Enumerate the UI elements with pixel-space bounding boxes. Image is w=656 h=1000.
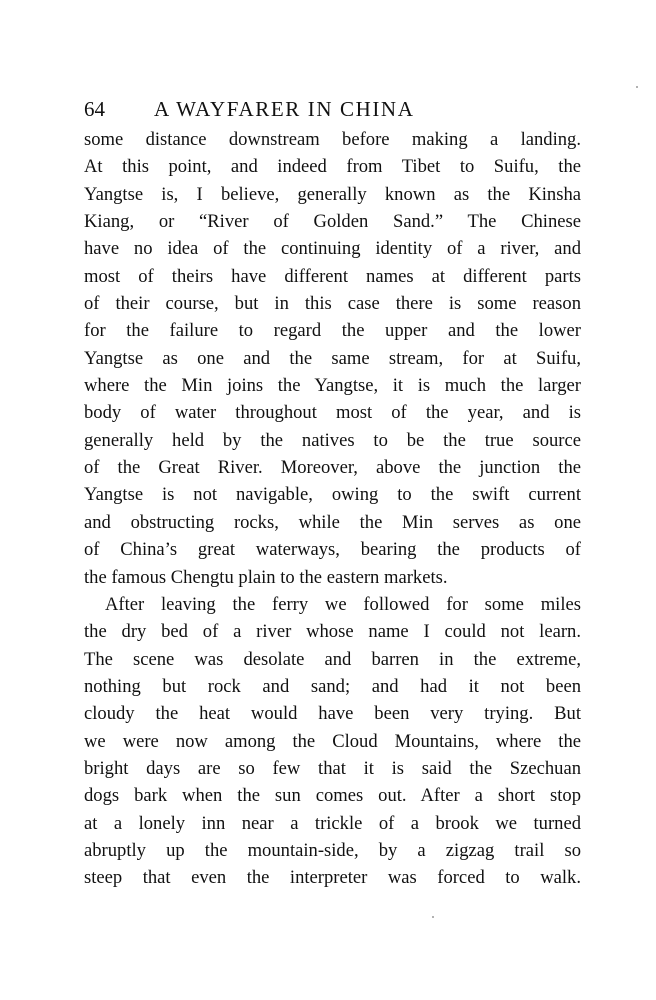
text-line: dogs bark when the sun comes out. After a short stop xyxy=(84,785,581,807)
page-header xyxy=(84,92,581,126)
text-line: Yangtse is not navigable, owing to the swift current xyxy=(84,484,581,506)
text-line: The scene was desolate and barren in the extreme, xyxy=(84,648,581,670)
text-line: Yangtse is, I believe, generally known as the Kinsha xyxy=(84,183,581,205)
paragraph-2 xyxy=(84,591,581,892)
text-line: At this point, and indeed from Tibet to Suifu, the xyxy=(84,156,581,178)
text-line: have no idea of the continuing identity of a river, and xyxy=(84,238,581,260)
text-line: abruptly up the mountain-side, by a zigzag trail so xyxy=(84,839,581,861)
running-title: A WAYFARER IN CHINA xyxy=(154,97,415,121)
text-line: some distance downstream before making a landing. xyxy=(84,129,581,150)
text-line: Yangtse as one and the same stream, for at Suifu, xyxy=(84,347,581,369)
text-line: bright days are so few that it is said the Szechuan xyxy=(84,757,581,779)
text-line: for the failure to regard the upper and the lower xyxy=(84,320,581,342)
text-line: of their course, but in this case there is some reason xyxy=(84,293,581,315)
paragraph-1 xyxy=(84,126,581,591)
text-line: steep that even the interpreter was forced to walk. xyxy=(84,867,581,889)
text-line: nothing but rock and sand; and had it not been xyxy=(84,675,581,697)
text-line: at a lonely inn near a trickle of a brook we turned xyxy=(84,812,581,834)
text-line: cloudy the heat would have been very trying. But xyxy=(84,703,581,725)
text-line: generally held by the natives to be the true source xyxy=(84,429,581,451)
text-line: and obstructing rocks, while the Min serves as one xyxy=(84,511,581,533)
text-line: Kiang, or “River of Golden Sand.” The Chinese xyxy=(84,211,581,233)
text-line: we were now among the Cloud Mountains, where the xyxy=(84,730,581,752)
paper-speck xyxy=(636,86,638,88)
text-line: where the Min joins the Yangtse, it is much the larger xyxy=(84,375,581,397)
text-line: most of theirs have different names at different parts xyxy=(84,265,581,287)
text-line: the dry bed of a river whose name I could not learn. xyxy=(84,621,581,643)
paper-speck xyxy=(432,916,434,918)
text-line: body of water throughout most of the year, and is xyxy=(84,402,581,424)
text-line: of China’s great waterways, bearing the products of xyxy=(84,539,581,561)
book-page xyxy=(84,92,581,892)
text-line-last: the famous Chengtu plain to the eastern markets. xyxy=(84,566,448,588)
text-line: of the Great River. Moreover, above the junction the xyxy=(84,457,581,479)
page-number: 64 xyxy=(84,97,105,121)
text-line-first: After leaving the ferry we followed for some miles xyxy=(105,593,581,615)
